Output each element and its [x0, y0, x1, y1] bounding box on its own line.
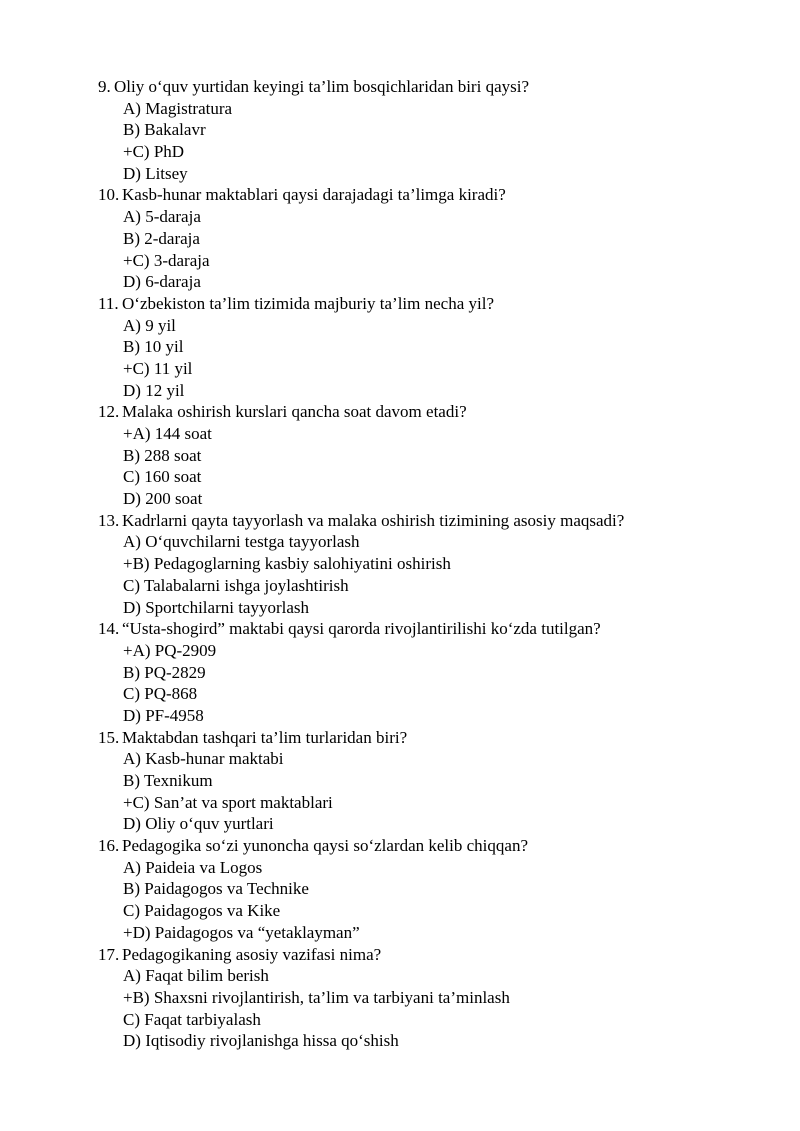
answer-option: B) 2-daraja — [123, 228, 200, 248]
question-9 — [98, 76, 738, 184]
question-number: 12. — [98, 402, 120, 422]
question-line — [98, 835, 738, 857]
answer-option-correct: +C) 3-daraja — [123, 250, 210, 270]
question-number: 9. — [98, 77, 111, 96]
answer-option-correct: +C) 11 yil — [123, 358, 193, 378]
answer-option: B) 288 soat — [123, 445, 202, 465]
answer-option: B) Bakalavr — [123, 120, 206, 140]
answer-option: D) PF-4958 — [123, 705, 204, 725]
question-16 — [98, 835, 738, 943]
answer-option: D) Litsey — [123, 163, 188, 183]
question-line — [98, 401, 738, 423]
question-line — [98, 510, 738, 532]
answer-option: B) Paidagogos va Technike — [123, 879, 309, 899]
answer-option: D) Oliy o‘quv yurtlari — [123, 814, 274, 834]
question-12 — [98, 401, 738, 509]
answer-option: D) 6-daraja — [123, 272, 201, 292]
question-number: 11. — [98, 293, 119, 313]
answer-option-correct: +C) San’at va sport maktablari — [123, 792, 333, 812]
question-text: Maktabdan tashqari ta’lim turlaridan biri? — [122, 727, 408, 747]
question-text: Malaka oshirish kurslari qancha soat davom etadi? — [122, 402, 467, 422]
answer-option: C) Faqat tarbiyalash — [123, 1009, 261, 1029]
answer-option: D) 200 soat — [123, 489, 203, 509]
answer-option: D) Iqtisodiy rivojlanishga hissa qo‘shish — [123, 1031, 399, 1051]
question-line — [98, 76, 738, 98]
question-number: 14. — [98, 619, 120, 639]
answer-option: C) Paidagogos va Kike — [123, 901, 281, 921]
answer-option: A) 9 yil — [123, 315, 176, 335]
answer-option: B) 10 yil — [123, 337, 184, 357]
question-14 — [98, 618, 738, 726]
answer-option: B) Texnikum — [123, 771, 213, 790]
question-text: Kasb-hunar maktablari qaysi darajadagi ta’limga kiradi? — [122, 185, 506, 205]
question-text: Pedagogika so‘zi yunoncha qaysi so‘zlardan kelib chiqqan? — [122, 836, 528, 856]
question-line — [98, 944, 738, 966]
answer-option-correct: +D) Paidagogos va “yetaklayman” — [123, 922, 360, 942]
question-13 — [98, 510, 738, 618]
question-number: 10. — [98, 185, 120, 205]
answer-option: C) Talabalarni ishga joylashtirish — [123, 575, 349, 595]
question-text: Kadrlarni qayta tayyorlash va malaka oshirish tizimining asosiy maqsadi? — [122, 510, 625, 530]
question-number: 17. — [98, 944, 120, 964]
question-15 — [98, 727, 738, 835]
answer-option-correct: +A) 144 soat — [123, 424, 212, 443]
answer-option: C) PQ-868 — [123, 684, 198, 704]
question-text: Pedagogikaning asosiy vazifasi nima? — [122, 944, 382, 964]
question-number: 16. — [98, 836, 120, 856]
answer-option-correct: +A) PQ-2909 — [123, 640, 217, 660]
question-line — [98, 184, 738, 206]
answer-option: A) 5-daraja — [123, 207, 201, 227]
question-number: 13. — [98, 510, 120, 530]
question-text: Oliy o‘quv yurtidan keyingi ta’lim bosqichlaridan biri qaysi? — [114, 77, 529, 96]
answer-option: A) Paideia va Logos — [123, 857, 263, 877]
answer-option: A) Kasb-hunar maktabi — [123, 749, 284, 769]
question-17 — [98, 944, 738, 1052]
question-line — [98, 727, 738, 749]
question-text: “Usta-shogird” maktabi qaysi qarorda rivojlantirilishi ko‘zda tutilgan? — [122, 619, 601, 639]
question-11 — [98, 293, 738, 401]
answer-option: C) 160 soat — [123, 467, 202, 487]
answer-option-correct: +C) PhD — [123, 142, 185, 162]
question-10 — [98, 184, 738, 292]
question-number: 15. — [98, 727, 120, 747]
question-text: O‘zbekiston ta’lim tizimida majburiy ta’lim necha yil? — [122, 293, 494, 313]
quiz-list — [98, 76, 738, 1052]
question-line — [98, 293, 738, 315]
answer-option-correct: +B) Pedagoglarning kasbiy salohiyatini oshirish — [123, 554, 451, 574]
answer-option-correct: +B) Shaxsni rivojlantirish, ta’lim va tarbiyani ta’minlash — [123, 987, 510, 1007]
answer-option: D) 12 yil — [123, 380, 185, 400]
answer-option: A) Magistratura — [123, 98, 233, 118]
answer-option: A) Faqat bilim berish — [123, 966, 269, 986]
answer-option: A) O‘quvchilarni testga tayyorlash — [123, 532, 360, 552]
answer-option: B) PQ-2829 — [123, 662, 206, 682]
question-line — [98, 618, 738, 640]
answer-option: D) Sportchilarni tayyorlash — [123, 597, 310, 617]
